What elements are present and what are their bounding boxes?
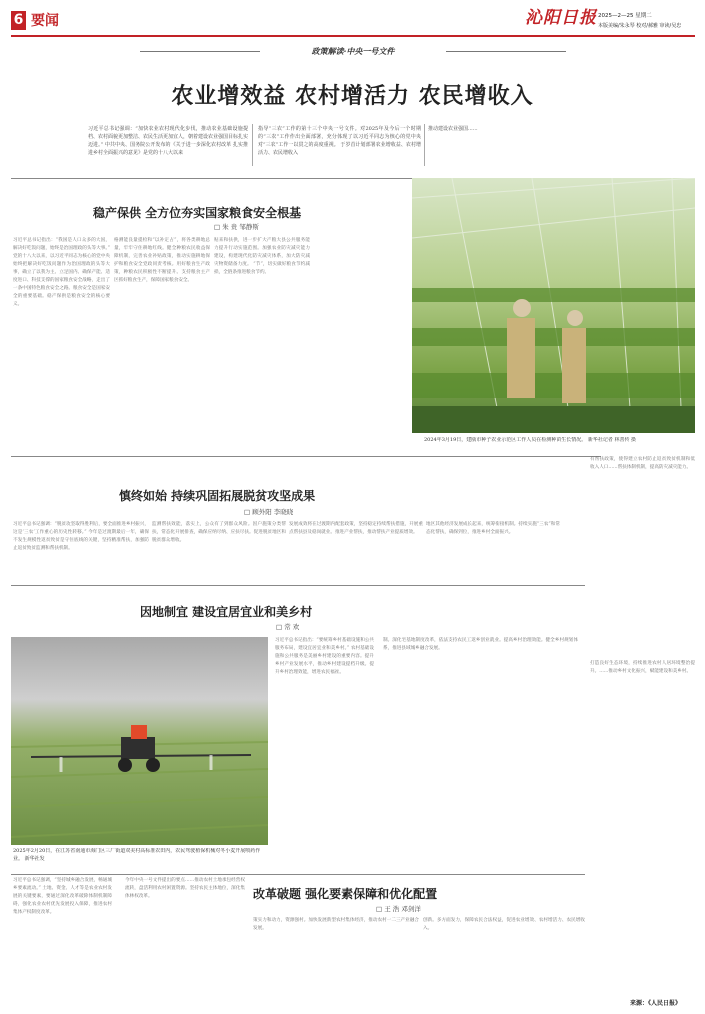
article4-byline: □ 王 浩 邓剑洋 bbox=[376, 905, 421, 913]
article1-col-3: 贴来和扶供，进一步扩大产粮大县公共服务能力提升行动实施范围。加强农业防灾减灾能力建设，构建现代化防灾减灾体系，加大防灾减灾物资储备力度。 “节”，切实做好粮食节约减损，全链条推进粮食节约。 bbox=[214, 238, 310, 275]
source-credit: 来源：《人民日报》 bbox=[630, 1000, 682, 1007]
article2-col-2: 监测帮扶效能，落实上，公众有了到群众风险。因户施策分类帮扶，常态化开展排查，确保应纳尽纳、应扶尽扶。促进脱贫地区和脱贫群众增收。 bbox=[152, 522, 286, 543]
intro-col-3: 推动建设农业强国...... bbox=[428, 126, 478, 132]
article1-title: 稳产保供 全方位夯实国家粮食安全根基 bbox=[93, 206, 302, 220]
column-right-rule bbox=[446, 51, 566, 52]
article4-col-3: 策实力和动力，资源强村。加快发展新型农村集体经济，推动农村一二三产业融合发展。 bbox=[253, 918, 419, 931]
intro-divider-2 bbox=[424, 124, 425, 166]
article4-col-4: 创新。多方面发力，保障农民合法权益，促进农业增效、农村增活力、农民增收入。 bbox=[423, 918, 585, 931]
farm-caption: 2025年2月20日，在江苏省南通市海门区三厂街道双美村高标准农田内，农民驾驶植保机械对冬小麦开展喷药作业。 新华社发 bbox=[13, 848, 261, 862]
article1-col-1: 习近平总书记指出：“我国是人口众多的大国，解决好吃饭问题，始终是治国理政的头等大事。” 党的十八大以来，以习近平同志为核心的党中央始终把解决好吃饭问题作为治国理政的头等大事，确立了以我为主、立足国内、确保产能、适度进口、科技支撑的国家粮食安全战略，走出了一条中国特色粮食安全之路。粮食安全是国家安全的重要基础。稳产保供是粮食安全的核心要义。 bbox=[13, 238, 110, 307]
article4-title: 改革破题 强化要素保障和优化配置 bbox=[253, 887, 438, 901]
article4-col-2: 今年中央一号文件提出的要点……推动农村土地承包经营权流转，盘活利用农村闲置资源。坚持农民主体地位，深化集体林权改革。 bbox=[125, 878, 245, 899]
article3-title: 因地制宜 建设宜居宜业和美乡村 bbox=[140, 605, 313, 619]
intro-col-1: 习近平总书记强调：“加快农业农村现代化步伐，推动农业基础设施提档、农村面貌更加整洁、农民生活更加宜人，朝着建设农业强国目标扎实迈进。” 中共中央、国务院公开发布的《关于进一步深化农村改革 扎实推进乡村全面振兴的意见》是党的十八大以来 bbox=[88, 126, 248, 156]
right-col-bottom: 打造良好生态环境，持续推进农村人居环境整治提升。……推动乡村文化振兴，赋能建设和美乡村。 bbox=[590, 661, 695, 674]
article3-col-2: 制。深化宅基地制度改革，依法支持农民工返乡创业就业。提高乡村治理效能。健全乡村规划体系，推进县域城乡融合发展。 bbox=[383, 638, 578, 651]
column-header: 政策解读·中央一号文件 bbox=[311, 46, 395, 56]
sprayer-illustration bbox=[11, 637, 268, 845]
column-left-rule bbox=[140, 51, 260, 52]
article1-col-2: 格测能良量提检和“以补定占”，将各类耕地总量，牢牢守住耕地红线。健全种粮农民收益保障机制，完善农业补贴政策，推动实施耕地保护和粮食安全党政同责考核。用好粮食生产政策，种粮农民积极性不断提升。支持粮食主产区抓好粮食生产，保障国家粮食安全。 bbox=[114, 238, 210, 283]
article2-col-3: 发展成效将在过渡期内配套政策，坚持稳定持续帮扶措施，开展重点帮扶县及稳岗就业。推进产业帮扶，推动帮扶产业提质增效。 bbox=[289, 522, 423, 535]
article4-col-1: 习近平总书记强调，“坚持城乡融合发展，畅通城乡要素流动。” 土地、资金、人才等是农业农村发展的关键要素，要通过深化改革破除体制机制障碍，强化农业农村优先发展投入保障，推进农村集体产权制度改革。 bbox=[13, 878, 112, 915]
article2-col-1: 习近平总书记强调：“脱贫攻坚取得胜利后，要全面推进乡村振兴，这是‘三农’工作重心的历史性转移。” 今年是过渡期最后一年，确保不发生规模性返贫致贫是守住底线的关键，坚持精准帮扶，加强防止返贫致贫监测和帮扶机制。 bbox=[13, 522, 149, 551]
greenhouse-illustration bbox=[412, 178, 695, 433]
section-name: 要闻 bbox=[31, 13, 59, 29]
article2-byline: □ 顾外阳 李晓晓 bbox=[244, 508, 294, 516]
issue-date: 2025—2—25 星期二 bbox=[598, 13, 652, 19]
right-col-top: 有帮扶政策，使得建立农村防止返贫致贫机制和低收入人口……帮扶体制机制，提高防灾减灾能力。 bbox=[590, 457, 695, 470]
intro-col-2: 指导“三农”工作的第十三个中央一号文件。对2025年及今后一个时期的“三农”工作作出全面部署，充分体现了以习近平同志为核心的党中央对“三农”工作一以贯之的高度重视。 于岁首计划部署农业增收益、农村增活力、农民增收入 bbox=[258, 126, 421, 156]
article3-col-1: 习近平总书记指出：“要统筹乡村基础设施和公共服务布局，建设宜居宜业和美乡村。” 农村基础设施和公共服务是美丽乡村建设的重要内容。提升乡村产业发展水平，推动乡村建设提档升级。提升乡村治理效能，增进农民福祉。 bbox=[275, 638, 374, 675]
article2-title: 慎终如始 持续巩固拓展脱贫攻坚成果 bbox=[119, 489, 316, 503]
article1-byline: □ 朱 贵 邹静斯 bbox=[214, 223, 259, 231]
article2-col-4: 地区其他经济发展成长起来，统筹衔接机制。持续实施“三农”和常态化帮扶，确保到位，推进乡村全面振兴。 bbox=[426, 522, 560, 535]
article3-rule bbox=[11, 585, 585, 586]
article2-rule bbox=[11, 456, 601, 457]
farm-spraying-photo bbox=[11, 637, 268, 845]
header-rule bbox=[11, 35, 695, 37]
article3-byline: □ 常 欢 bbox=[276, 623, 300, 631]
main-title: 农业增效益 农村增活力 农民增收入 bbox=[171, 83, 534, 109]
editors-line: 本版美编/朱永琴 校对/郝雅 审读/吴忠 bbox=[598, 23, 682, 29]
newspaper-logo: 沁阳日报 bbox=[525, 8, 597, 28]
page-number: 6 bbox=[13, 12, 24, 28]
greenhouse-caption: 2024年3月19日，建瓯市种子农业示范区工作人员在检测种苗生长情况。 新华社记者 林善传 摄 bbox=[424, 437, 637, 443]
article4-rule bbox=[11, 874, 585, 875]
greenhouse-photo bbox=[412, 178, 695, 433]
intro-divider-1 bbox=[252, 124, 253, 166]
